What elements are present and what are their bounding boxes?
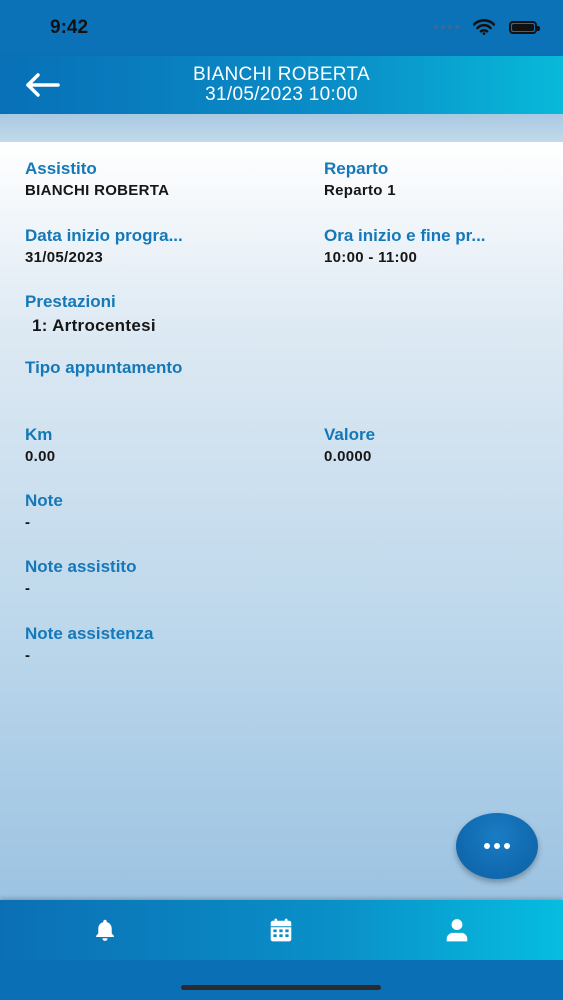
field-ora-inizio-fine xyxy=(324,226,534,267)
field-value: 10:00 - 11:00 xyxy=(324,249,418,266)
field-label: Note assistenza xyxy=(25,624,154,643)
header xyxy=(0,56,563,114)
tab-notifications[interactable] xyxy=(45,900,165,960)
more-horizontal-icon-dot xyxy=(494,843,500,849)
header-separator xyxy=(0,114,563,142)
home-indicator-area xyxy=(0,960,563,1000)
prestazione-item: 1: Artrocentesi xyxy=(32,316,156,335)
field-note-assistito xyxy=(25,557,525,598)
field-label: Ora inizio e fine pr... xyxy=(324,226,486,245)
more-horizontal-icon xyxy=(484,843,490,849)
wifi-icon xyxy=(473,19,495,35)
field-value: - xyxy=(25,580,31,597)
field-value: 31/05/2023 xyxy=(25,249,104,266)
more-actions-button[interactable] xyxy=(456,813,538,879)
field-value: BIANCHI ROBERTA xyxy=(25,182,170,199)
field-label: Tipo appuntamento xyxy=(25,358,183,377)
field-value: 0.00 xyxy=(25,448,56,465)
field-label: Km xyxy=(25,425,53,444)
cellular-signal-icon xyxy=(434,25,459,29)
field-tipo-appuntamento xyxy=(25,358,525,381)
battery-icon xyxy=(509,21,537,34)
home-indicator[interactable] xyxy=(181,985,381,990)
field-assistito xyxy=(25,159,295,200)
field-note xyxy=(25,491,525,532)
field-km xyxy=(25,425,295,466)
field-valore xyxy=(324,425,534,466)
user-icon xyxy=(444,917,470,943)
field-label: Note xyxy=(25,491,63,510)
field-data-inizio xyxy=(25,226,295,267)
field-reparto xyxy=(324,159,534,200)
field-prestazioni xyxy=(25,292,525,335)
field-label: Note assistito xyxy=(25,557,137,576)
status-bar xyxy=(0,0,563,56)
tab-calendar[interactable] xyxy=(221,900,341,960)
field-label: Prestazioni xyxy=(25,292,116,311)
field-note-assistenza xyxy=(25,624,525,665)
field-label: Data inizio progra... xyxy=(25,226,183,245)
status-time: 9:42 xyxy=(50,17,89,38)
page-title: BIANCHI ROBERTA xyxy=(193,64,370,85)
bottom-navigation xyxy=(0,900,563,960)
status-icons xyxy=(434,19,537,35)
more-horizontal-icon-dot xyxy=(504,843,510,849)
page-subtitle: 31/05/2023 10:00 xyxy=(205,84,358,105)
field-label: Reparto xyxy=(324,159,389,178)
field-value: Reparto 1 xyxy=(324,182,396,199)
tab-profile[interactable] xyxy=(397,900,517,960)
field-label: Assistito xyxy=(25,159,97,178)
field-value: - xyxy=(25,647,31,664)
field-value: - xyxy=(25,514,31,531)
appointment-details xyxy=(0,142,563,900)
field-label: Valore xyxy=(324,425,376,444)
calendar-icon xyxy=(268,917,294,943)
field-value: 0.0000 xyxy=(324,448,372,465)
bell-icon xyxy=(92,917,118,943)
